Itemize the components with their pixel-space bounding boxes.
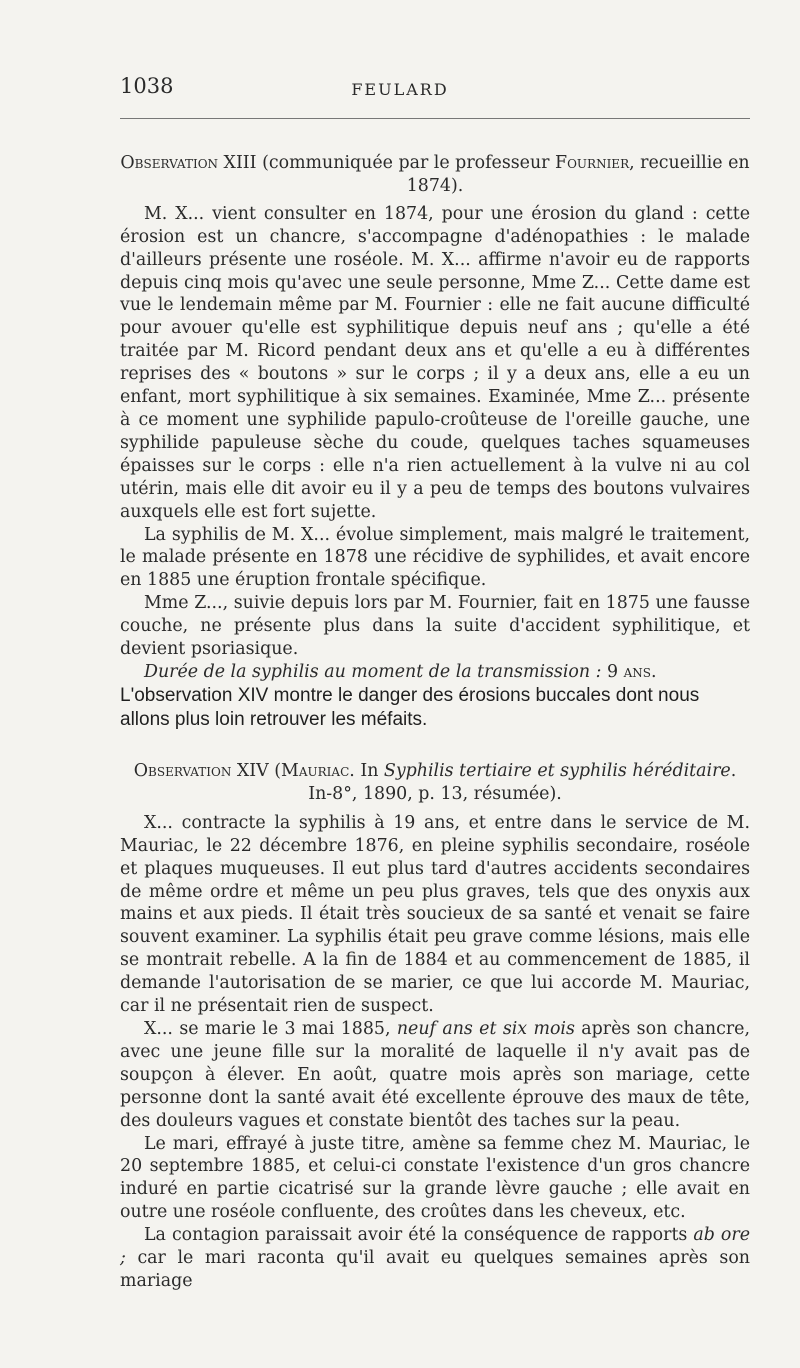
observation-13-paragraph: M. X... vient consulter en 1874, pour une érosion du gland : cette érosion est un chancre, s'accompagne d'adénopathies : le malade d'ailleurs présente une roséole. M. X... affirme n'avoir eu de rapports depuis cinq mois qu'avec une seule personne, Mme Z... Cette dame est vue le lendemain même par M. Fournier : elle ne fait aucune difficulté pour avouer qu'elle est syphilitique depuis neuf ans ; qu'elle a été traitée par M. Ricord pendant deux ans et qu'elle a eu à différentes reprises des « boutons » sur le corps ; il y a deux ans, elle a eu un enfant, mort syphilitique à six semaines. Examinée, Mme Z... présente à ce moment une syphilide papulo-croûteuse de l'oreille gauche, une syphilide papuleuse sèche du coude, quelques taches squameuses épaisses sur le corps : elle n'a rien actuellement à la vulve ni au col utérin, mais elle dit avoir eu il y a peu de temps des boutons vulvaires auxquels elle est fort sujette. — [120, 203, 750, 522]
commentary-note: L'observation XIV montre le danger des érosions buccales dont nous allons plus loin retrouver les méfaits. — [120, 685, 700, 730]
observation-14-heading: Observation XIV (Mauriac. In Syphilis tertiaire et syphilis héréditaire. In-8°, 1890, p. 13, résumée). — [133, 761, 737, 804]
observation-14-paragraph: X... se marie le 3 mai 1885, neuf ans et six mois après son chancre, avec une jeune fille sur la moralité de laquelle il n'y avait pas de soupçon à élever. En août, quatre mois après son mariage, cette personne dont la santé avait été excellente éprouve des maux de tête, des douleurs vagues et constate bientôt des taches sur la peau. — [120, 1018, 751, 1131]
observation-13-paragraph: La syphilis de M. X... évolue simplement, mais malgré le traitement, le malade présente en 1878 une récidive de syphilides, et avait encore en 1885 une éruption frontale spécifique. — [120, 524, 750, 591]
observation-13-paragraph: Mme Z..., suivie depuis lors par M. Fournier, fait en 1875 une fausse couche, ne présente plus dans la suite d'accident syphilitique, et devient psoriasique. — [120, 593, 750, 660]
observation-14-paragraph: La contagion paraissait avoir été la conséquence de rapports ab ore ; car le mari raconta qu'il avait eu quelques semaines après son mariage — [120, 1225, 751, 1291]
running-title: FEULARD — [351, 80, 449, 99]
header-rule — [120, 118, 750, 119]
observation-14-paragraph: X... contracte la syphilis à 19 ans, et entre dans le service de M. Mauriac, le 22 décembre 1876, en pleine syphilis secondaire, roséole et plaques muqueuses. Il eut plus tard d'autres accidents secondaires de même ordre et même un peu plus graves, tels que des onyxis aux mains et aux pieds. Il était très soucieux de sa santé et venait se faire souvent examiner. La syphilis était peu grave comme lésions, mais elle se montrait rebelle. A la fin de 1884 et au commencement de 1885, il demande l'autorisation de se marier, ce que lui accorde M. Mauriac, car il ne présentait rien de suspect. — [120, 812, 750, 1017]
observation-14-paragraph: Le mari, effrayé à juste titre, amène sa femme chez M. Mauriac, le 20 septembre 1885, et celui-ci constate l'existence d'un gros chancre induré en partie cicatrisé sur la grande lèvre gauche ; elle avait en outre une roséole confluente, des croûtes dans les cheveux, etc. — [120, 1133, 750, 1223]
duration-line: Durée de la syphilis au moment de la transmission : 9 ans. — [144, 661, 657, 682]
observation-13 — [120, 152, 750, 684]
observation-13-heading: Observation XIII (communiquée par le professeur Fournier, recueillie en 1874). — [120, 153, 750, 196]
observation-14 — [120, 760, 750, 1293]
page-number: 1038 — [120, 74, 174, 98]
